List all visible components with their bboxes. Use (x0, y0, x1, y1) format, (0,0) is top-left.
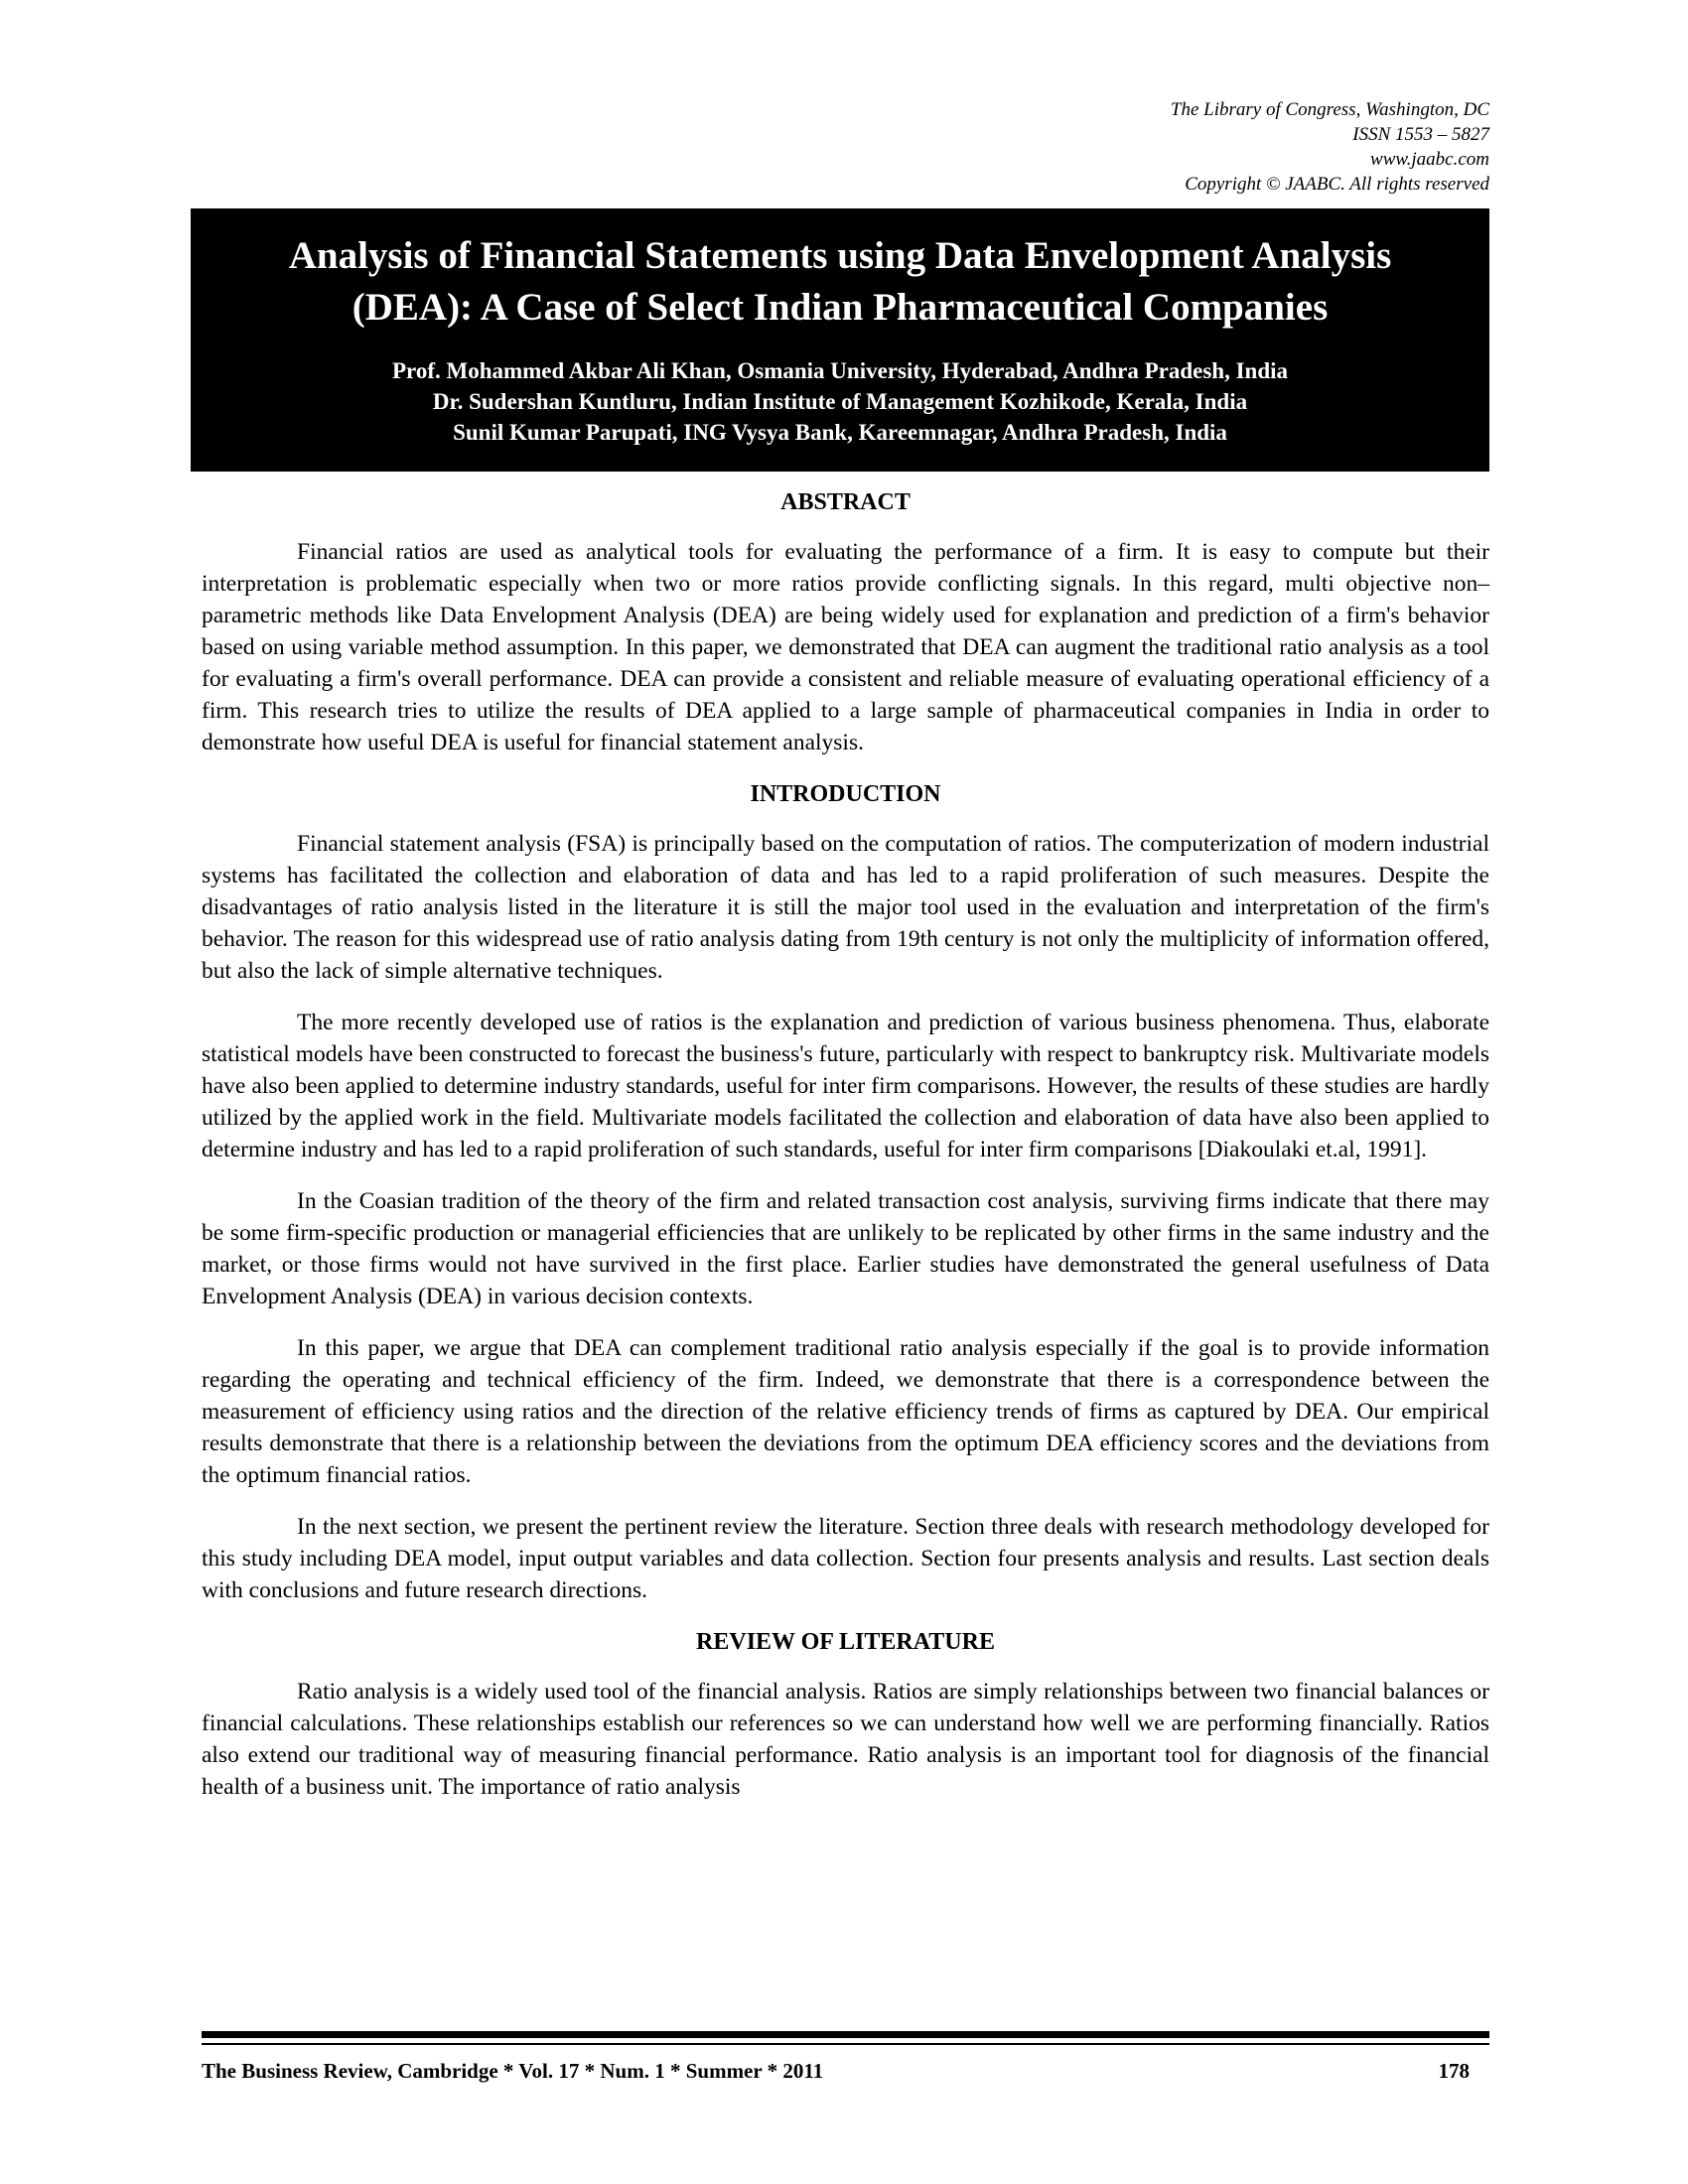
introduction-heading: INTRODUCTION (750, 781, 941, 807)
footer-journal: The Business Review, Cambridge * Vol. 17 * Num. 1 * Summer * 2011 (202, 2059, 824, 2083)
review-heading: REVIEW OF LITERATURE (696, 1629, 995, 1655)
intro-paragraph-5: In the next section, we present the pertinent review the literature. Section three deals with research methodology developed for this study including DEA model, input output variables and data collection. Section four presents analysis and results. Last section deals with conclusions and future research directions. (202, 1514, 1489, 1603)
abstract-heading: ABSTRACT (780, 489, 911, 515)
journal-header (794, 97, 1489, 197)
paper-title-line-1: Analysis of Financial Statements using Data Envelopment Analysis (288, 234, 1392, 277)
header-issn: ISSN 1553 – 5827 (1352, 124, 1489, 145)
author-2: Dr. Sudershan Kuntluru, Indian Institute of Management Kozhikode, Kerala, India (432, 389, 1248, 414)
author-3: Sunil Kumar Parupati, ING Vysya Bank, Kareemnagar, Andhra Pradesh, India (453, 420, 1227, 445)
author-1: Prof. Mohammed Akbar Ali Khan, Osmania University, Hyderabad, Andhra Pradesh, India (391, 358, 1289, 383)
page-footer (202, 2057, 1489, 2085)
article-body (202, 486, 1489, 1823)
header-copyright: Copyright © JAABC. All rights reserved (1185, 174, 1489, 195)
intro-paragraph-1: Financial statement analysis (FSA) is principally based on the computation of ratios. The computerization of modern industrial systems has facilitated the collection and elaboration of data and has led to a rapid proliferation of such measures. Despite the disadvantages of ratio analysis listed in the literature it is still the major tool used in the evaluation and interpretation of the firm's behavior. The reason for this widespread use of ratio analysis dating from 19th century is not only the multiplicity of information offered, but also the lack of simple alternative techniques. (202, 831, 1489, 984)
header-website: www.jaabc.com (1370, 149, 1489, 170)
paper-title (211, 230, 1470, 334)
abstract-text: Financial ratios are used as analytical tools for evaluating the performance of a firm. It is easy to compute but their interpretation is problematic especially when two or more ratios provide conflicting signals. In this regard, multi objective non–parametric methods like Data Envelopment Analysis (DEA) are being widely used for explanation and prediction of a firm's behavior based on using variable method assumption. In this paper, we demonstrated that DEA can augment the traditional ratio analysis as a tool for evaluating a firm's overall performance. DEA can provide a consistent and reliable measure of evaluating operational efficiency of a firm. This research tries to utilize the results of DEA applied to a large sample of pharmaceutical companies in India in order to demonstrate how useful DEA is useful for financial statement analysis. (202, 539, 1489, 755)
author-list (191, 355, 1489, 448)
footer-divider-thick (202, 2031, 1489, 2038)
header-library: The Library of Congress, Washington, DC (1170, 99, 1489, 120)
paper-title-line-2: (DEA): A Case of Select Indian Pharmaceutical Companies (352, 286, 1329, 329)
page-number: 178 (1438, 2059, 1470, 2083)
intro-paragraph-3: In the Coasian tradition of the theory of the firm and related transaction cost analysis, surviving firms indicate that there may be some firm-specific production or managerial efficiencies that are unlikely to be replicated by other firms in the same industry and the market, or those firms would not have survived in the first place. Earlier studies have demonstrated the general usefulness of Data Envelopment Analysis (DEA) in various decision contexts. (202, 1188, 1489, 1309)
footer-divider-thin (202, 2043, 1489, 2045)
intro-paragraph-4: In this paper, we argue that DEA can complement traditional ratio analysis especially if the goal is to provide information regarding the operating and technical efficiency of the firm. Indeed, we demonstrate that there is a correspondence between the measurement of efficiency using ratios and the direction of the relative efficiency trends of firms as captured by DEA. Our empirical results demonstrate that there is a relationship between the deviations from the optimum DEA efficiency scores and the deviations from the optimum financial ratios. (202, 1335, 1489, 1488)
intro-paragraph-2: The more recently developed use of ratios is the explanation and prediction of various business phenomena. Thus, elaborate statistical models have been constructed to forecast the business's future, particularly with respect to bankruptcy risk. Multivariate models have also been applied to determine industry standards, useful for inter firm comparisons. However, the results of these studies are hardly utilized by the applied work in the field. Multivariate models facilitated the collection and elaboration of data have also been applied to determine industry and has led to a rapid proliferation of such standards, useful for inter firm comparisons [Diakoulaki et.al, 1991]. (202, 1010, 1489, 1162)
title-block (191, 208, 1489, 472)
review-paragraph-1: Ratio analysis is a widely used tool of the financial analysis. Ratios are simply relationships between two financial balances or financial calculations. These relationships establish our references so we can understand how well we are performing financially. Ratios also extend our traditional way of measuring financial performance. Ratio analysis is an important tool for diagnosis of the financial health of a business unit. The importance of ratio analysis (202, 1679, 1489, 1800)
